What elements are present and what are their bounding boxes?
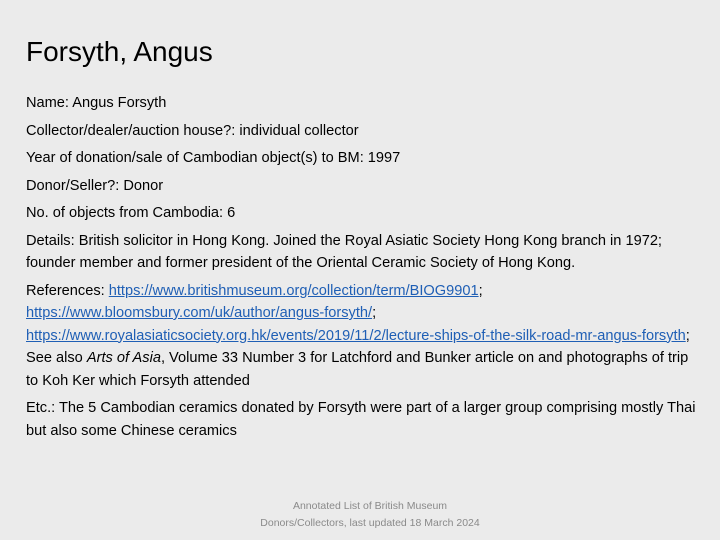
footer-line-2: Donors/Collectors, last updated 18 March 2024 — [260, 517, 480, 529]
references-separator-2: ; — [372, 305, 377, 321]
year-field: Year of donation/sale of Cambodian object(s) to BM: 1997 — [26, 150, 401, 166]
footer-line-1: Annotated List of British Museum — [292, 500, 448, 512]
reference-link-royal-asiatic-society[interactable]: https://www.royalasiaticsociety.org.hk/events/2019/11/2/lecture-ships-of-the-silk-road-mr-angus-forsyth — [26, 327, 686, 344]
references-text-end: , Volume 33 Number 3 for Latchford and Bunker article on and photographs of trip to Koh Ker which Forsyth attended — [26, 350, 689, 389]
slide-content — [26, 92, 701, 447]
donor-seller-field: Donor/Seller?: Donor — [26, 177, 164, 194]
num-objects-field: No. of objects from Cambodia: 6 — [26, 205, 236, 221]
references-prefix: References: — [26, 282, 109, 299]
references-field — [26, 280, 701, 393]
etc-field: Etc.: The 5 Cambodian ceramics donated by Forsyth were part of a larger group comprising mostly Thai but also some Chinese ceramics — [26, 400, 696, 439]
details-field: Details: British solicitor in Hong Kong. Joined the Royal Asiatic Society Hong Kong branch in 1972; founder member and former president of the Oriental Ceramic Society of Hong Kong. — [26, 232, 662, 271]
reference-link-british-museum[interactable]: https://www.britishmuseum.org/collection/term/BIOG9901 — [108, 282, 479, 299]
arts-of-asia-title: Arts of Asia — [86, 350, 161, 366]
references-separator-1: ; — [478, 282, 483, 299]
reference-link-bloomsbury[interactable]: https://www.bloomsbury.com/uk/author/angus-forsyth/ — [26, 305, 373, 321]
collector-type-field: Collector/dealer/auction house?: individual collector — [26, 122, 359, 139]
name-field: Name: Angus Forsyth — [26, 95, 167, 111]
page-title: Forsyth, Angus — [26, 36, 213, 67]
references-text-after: ; See also — [26, 327, 690, 366]
footer — [0, 498, 720, 532]
